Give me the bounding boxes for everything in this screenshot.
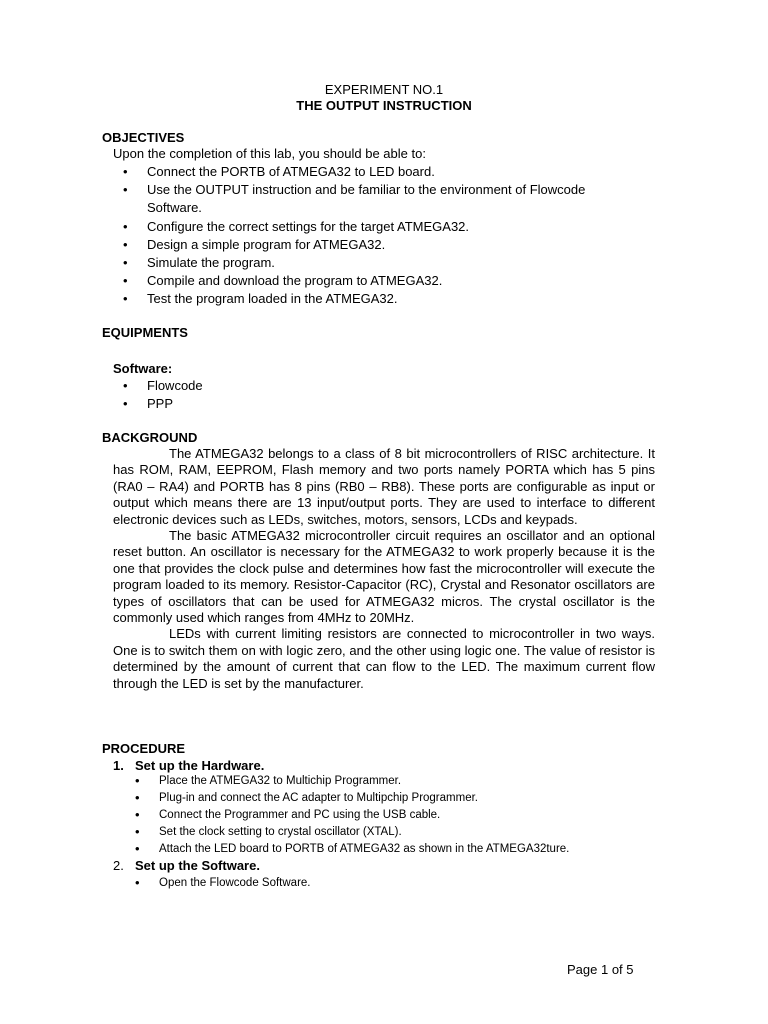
- experiment-number: EXPERIMENT NO.1: [324, 82, 444, 97]
- procedure-step-2: [113, 858, 260, 875]
- list-item: • Set the clock setting to crystal oscillator (XTAL).: [126, 824, 646, 841]
- document-title: THE OUTPUT INSTRUCTION: [296, 98, 472, 113]
- hardware-steps-list: [126, 773, 646, 858]
- background-paragraph-2: The basic ATMEGA32 microcontroller circuit requires an oscillator and an optional reset button. An oscillator is necessary for the ATMEGA32 to work properly because it is the one that provides the clock pulse and determines how fast the microcontroller will execute the program loaded to its memory. Resistor-Capacitor (RC), Crystal and Resonator oscillators are types of oscillators that can be used for ATMEGA32 micros. The crystal oscillator is the commonly used which ranges from 4MHz to 20MHz.: [113, 528, 655, 626]
- step-number: 1.: [113, 758, 124, 773]
- list-item: • Test the program loaded in the ATMEGA32.: [114, 290, 634, 308]
- background-paragraph-1: The ATMEGA32 belongs to a class of 8 bit microcontrollers of RISC architecture. It has ROM, RAM, EEPROM, Flash memory and two ports namely PORTA which has 5 pins (RA0 – RA4) and PORTB has 8 pins (RB0 – RB8). These ports are configurable as input or output which means there are 13 input/output ports. They are used to interface to different electronic devices such as LEDs, switches, motors, sensors, LCDs and keypads.: [113, 446, 655, 527]
- background-heading: BACKGROUND: [102, 430, 198, 445]
- list-item-text: Software.: [147, 200, 202, 216]
- list-item: • Attach the LED board to PORTB of ATMEGA32 as shown in the ATMEGA32ture.: [126, 841, 646, 858]
- software-label: Software:: [113, 361, 173, 376]
- list-item: • Use the OUTPUT instruction and be familiar to the environment of Flowcode: [114, 181, 634, 199]
- background-paragraph-3: LEDs with current limiting resistors are connected to microcontroller in two ways. One is to switch them on with logic zero, and the other using logic one. The value of resistor is determined by the amount of current that can flow to the LED. The maximum current flow through the LED is set by the manufacturer.: [113, 626, 655, 691]
- step-number: 2.: [113, 858, 124, 873]
- list-item: • Connect the Programmer and PC using the USB cable.: [126, 807, 646, 824]
- step-title: Set up the Software.: [135, 858, 260, 873]
- objectives-list: [114, 163, 634, 309]
- list-item: • Configure the correct settings for the target ATMEGA32.: [114, 218, 634, 236]
- list-item: • Plug-in and connect the AC adapter to Multipchip Programmer.: [126, 790, 646, 807]
- objectives-heading: OBJECTIVES: [102, 130, 185, 145]
- list-item: • Open the Flowcode Software.: [126, 875, 646, 892]
- software-list: [114, 377, 414, 413]
- procedure-heading: PROCEDURE: [102, 741, 186, 756]
- list-item: • Compile and download the program to ATMEGA32.: [114, 272, 634, 290]
- list-item: • Place the ATMEGA32 to Multichip Programmer.: [126, 773, 646, 790]
- background-text: [113, 446, 655, 692]
- list-item: • PPP: [114, 395, 414, 413]
- step-title: Set up the Hardware.: [135, 758, 265, 773]
- equipments-heading: EQUIPMENTS: [102, 325, 188, 340]
- list-item: • Flowcode: [114, 377, 414, 395]
- list-item: • Design a simple program for ATMEGA32.: [114, 236, 634, 254]
- list-item-continuation: [114, 199, 634, 217]
- list-item: • Simulate the program.: [114, 254, 634, 272]
- software-steps-list: [126, 875, 646, 892]
- page-number: Page 1 of 5: [567, 962, 634, 977]
- objectives-intro: Upon the completion of this lab, you should be able to:: [113, 146, 426, 161]
- list-item: • Connect the PORTB of ATMEGA32 to LED board.: [114, 163, 634, 181]
